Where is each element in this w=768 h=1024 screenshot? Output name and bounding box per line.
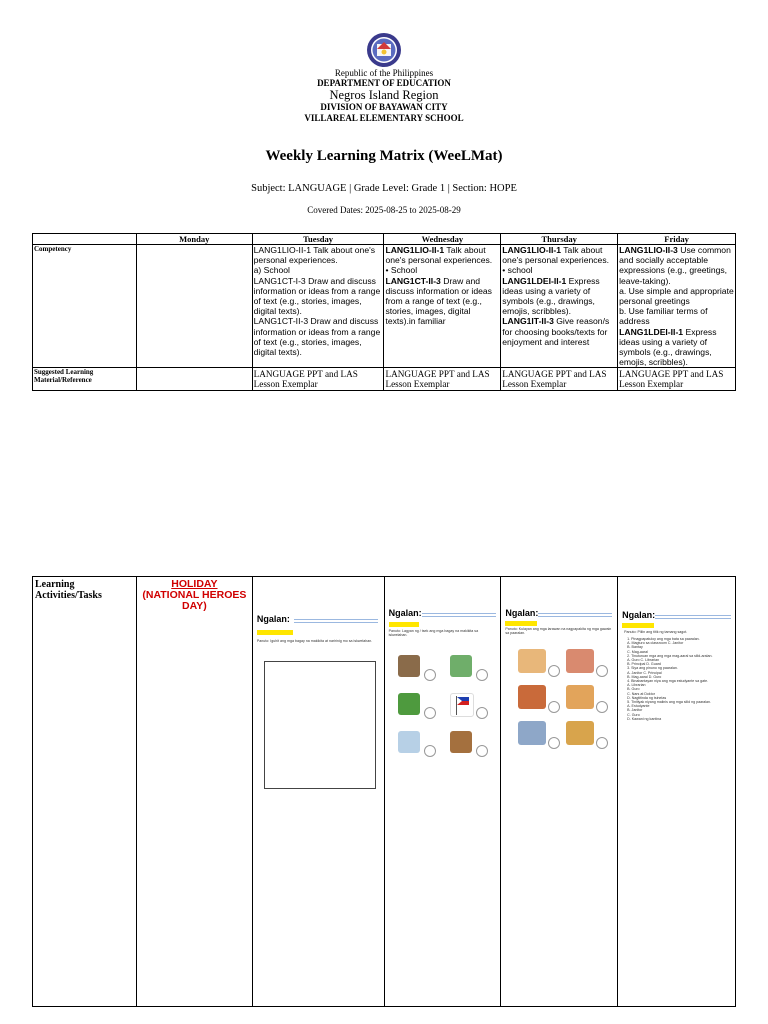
material-label: Suggested Learning Material/Reference (33, 368, 137, 391)
competency-tuesday (252, 245, 384, 368)
material-line: LANGUAGE PPT and LAS (619, 369, 724, 380)
material-monday (136, 368, 252, 391)
gate-image (398, 655, 420, 677)
activity-image (566, 721, 594, 745)
material-thursday (501, 368, 618, 391)
material-line: LANGUAGE PPT and LAS (253, 369, 358, 380)
question-item: B. Guro (627, 687, 640, 692)
competency-code: LANG1IT-II-3 (502, 316, 554, 327)
library-image (450, 731, 472, 753)
activity-image (518, 685, 546, 709)
answer-circle (476, 745, 488, 757)
activities-table (32, 576, 736, 1007)
material-line: Lesson Exemplar (502, 379, 567, 390)
worksheet-highlight (389, 622, 419, 627)
school-name: VILLAREAL ELEMENTARY SCHOOL (304, 113, 464, 123)
worksheet-highlight (257, 630, 293, 635)
competency-text: Draw and discuss information or ideas from a range of text (e.g., stories, images, digital texts).in familiar (385, 275, 492, 327)
answer-circle (476, 707, 488, 719)
question-item: D. Kawani ng kantina (627, 716, 662, 721)
name-line (655, 618, 731, 619)
question-item: 5. Tinitiyak niyang malinis ang mga silid ng paaralan. (627, 700, 712, 705)
worksheet-thumbnail (504, 607, 614, 757)
competency-line: LANG1LIO-II-1 Talk about one's personal experiences. (253, 245, 376, 266)
competency-text: Give reason/s for choosing books/texts for enjoyment and interest (502, 316, 610, 347)
competency-line: a) School (253, 265, 290, 276)
deped-seal-logo (366, 32, 402, 68)
competency-table (32, 233, 736, 391)
name-line (422, 616, 496, 617)
corner-cell (33, 234, 137, 245)
competency-line: b. Use familiar terms of address (619, 306, 708, 327)
competency-thursday (501, 245, 618, 368)
name-line (655, 615, 731, 616)
question-item: A. Magturo sa classroom C. Janitor (627, 641, 684, 646)
question-item: A. Librarian (627, 683, 646, 688)
answer-circle (424, 669, 436, 681)
competency-friday (618, 245, 736, 368)
holiday-text: HOLIDAY (171, 578, 218, 590)
activity-image (566, 685, 594, 709)
competency-code: LANG1LIO-II-1 (385, 245, 445, 255)
name-line (538, 613, 612, 614)
question-item: B. Principal D. Guard (627, 662, 661, 667)
competency-line (502, 245, 616, 265)
answer-circle (476, 669, 488, 681)
worksheet-tuesday (252, 577, 384, 1007)
competency-line (619, 245, 734, 286)
clinic-image (398, 731, 420, 753)
material-row (33, 368, 736, 391)
question-item: C. Mag-aaral (627, 649, 648, 654)
worksheet-instructions: Panuto: Kulayan ang mga larawan na nagpapakita ng mga gawain sa paaralan. (505, 627, 612, 636)
region-text: Negros Island Region (329, 88, 439, 102)
material-line: Lesson Exemplar (253, 379, 318, 390)
competency-line: • school (502, 265, 533, 276)
competency-code: LANG1CT-II-3 (385, 275, 441, 286)
worksheet-name-label: Ngalan: (256, 614, 290, 624)
worksheet-thumbnail (621, 609, 733, 774)
competency-line (619, 327, 734, 368)
answer-circle (596, 701, 608, 713)
day-header-thursday: Thursday (501, 234, 618, 245)
worksheet-wednesday (384, 577, 501, 1007)
competency-code: LANG1LIO-II-3 (619, 245, 678, 255)
competency-code: LANG1LIO-II-1 (502, 245, 562, 255)
holiday-subtext: (NATIONAL HEROES DAY) (142, 589, 247, 612)
division-text: DIVISION OF BAYAWAN CITY (320, 102, 448, 112)
name-line (538, 616, 612, 617)
question-item: C. Nars at Doktor (627, 691, 655, 696)
competency-monday (136, 245, 252, 368)
competency-code: LANG1LDEI-II-1 (502, 275, 567, 286)
competency-line (385, 245, 499, 265)
competency-line (385, 276, 499, 327)
activity-image (566, 649, 594, 673)
worksheet-name-label: Ngalan: (505, 608, 539, 618)
question-item: A. Guro C. Librarian (627, 658, 660, 663)
competency-code: LANG1LDEI-II-1 (619, 326, 684, 337)
material-line: LANGUAGE PPT and LAS (502, 369, 607, 380)
answer-circle (548, 665, 560, 677)
worksheet-name-label: Ngalan: (622, 610, 656, 620)
question-item: A. Estudyante (627, 704, 650, 709)
competency-label: Competency (33, 245, 137, 368)
worksheet-instructions: Panuto: Piliin ang titik ng tamang sagot. (624, 630, 688, 634)
competency-text: Use common and socially acceptable expressions (e.g., greetings, leave-taking). (619, 245, 731, 286)
day-header-monday: Monday (136, 234, 252, 245)
material-tuesday (252, 368, 384, 391)
competency-wednesday (384, 245, 501, 368)
question-item: B. Janitor (627, 708, 643, 713)
competency-text: Express ideas using a variety of symbols (e.g., drawings, emojis, scribbles). (502, 275, 600, 317)
question-item: 4. Binabantayan niya ang mga estudyante sa gate. (627, 679, 709, 684)
competency-text: Express ideas using a variety of symbols (e.g., drawings, emojis, scribbles). (619, 326, 717, 368)
activity-image (518, 721, 546, 745)
answer-circle (424, 745, 436, 757)
material-friday (618, 368, 736, 391)
answer-circle (548, 737, 560, 749)
day-header-tuesday: Tuesday (252, 234, 384, 245)
name-line (422, 613, 496, 614)
department-text: DEPARTMENT OF EDUCATION (317, 78, 451, 88)
material-line: LANGUAGE PPT and LAS (385, 369, 490, 380)
competency-text: Talk about one's personal experiences. (385, 245, 493, 266)
activities-label: Learning Activities/Tasks (33, 577, 137, 1007)
worksheet-thursday (501, 577, 618, 1007)
holiday-cell-monday (136, 577, 252, 1007)
question-item: B. Mag-aaral D. Guro (627, 674, 662, 679)
material-wednesday (384, 368, 501, 391)
worksheet-highlight (505, 621, 537, 626)
activities-row (33, 577, 736, 1007)
activity-image (518, 649, 546, 673)
question-item: C. Guro (627, 712, 640, 717)
worksheet-instructions: Panuto: Lagyan ng / tsek ang mga bagay na makikita sa iskwelahan. (388, 629, 479, 638)
competency-line: LANG1CT-II-3 Draw and discuss information or ideas from a range of text (e.g., stories, images, digital texts). (253, 316, 381, 358)
worksheet-thumbnail (256, 613, 380, 793)
worksheet-thumbnail (388, 607, 498, 777)
material-line: Lesson Exemplar (619, 379, 684, 390)
question-item: A. Janitor C. Principal (627, 670, 662, 675)
worksheet-highlight (622, 623, 654, 628)
classroom-image (450, 655, 472, 677)
question-item: 3. Siya ang pinuno ng paaralan. (627, 666, 678, 671)
question-list (627, 637, 731, 721)
competency-line: • School (385, 265, 418, 276)
answer-circle (548, 701, 560, 713)
answer-circle (596, 737, 608, 749)
covered-dates: Covered Dates: 2025-08-25 to 2025-08-29 (307, 205, 461, 215)
day-header-friday: Friday (618, 234, 736, 245)
question-item: 2. Tinuturuan mga ang mga mag-aaral sa silid-aralan. (627, 653, 713, 658)
name-line (294, 622, 378, 623)
answer-circle (424, 707, 436, 719)
worksheet-instructions: Panuto: Iguhit ang mga bagay na makikita at naririnig mo sa iskwelahan. (256, 639, 373, 643)
day-header-wednesday: Wednesday (384, 234, 501, 245)
competency-line: a. Use simple and appropriate personal greetings (619, 285, 734, 307)
document-title: Weekly Learning Matrix (WeeLMat) (265, 148, 503, 164)
competency-text: Talk about one's personal experiences. (502, 245, 610, 266)
table-header-row (33, 234, 736, 245)
worksheet-name-label: Ngalan: (388, 608, 422, 618)
name-line (294, 619, 378, 620)
republic-text: Republic of the Philippines (334, 68, 434, 78)
drawing-box (264, 661, 376, 789)
answer-circle (596, 665, 608, 677)
question-item: B. Bantay (627, 645, 643, 650)
competency-line (502, 276, 616, 317)
flag-image (450, 693, 474, 717)
competency-line: LANG1CT-I-3 Draw and discuss information or ideas from a range of text (e.g., stories, images, digital texts). (253, 275, 381, 317)
competency-row (33, 245, 736, 368)
subject-line: Subject: LANGUAGE | Grade Level: Grade 1 | Section: HOPE (251, 183, 517, 194)
garden-image (398, 693, 420, 715)
worksheet-friday (618, 577, 736, 1007)
question-item: 1. Pinagpapatuloy ang mga bata sa paaralan. (627, 637, 700, 641)
competency-line (502, 316, 616, 347)
material-line: Lesson Exemplar (385, 379, 450, 390)
question-item: D. Nagtitinda ng tsinelas (627, 695, 667, 700)
